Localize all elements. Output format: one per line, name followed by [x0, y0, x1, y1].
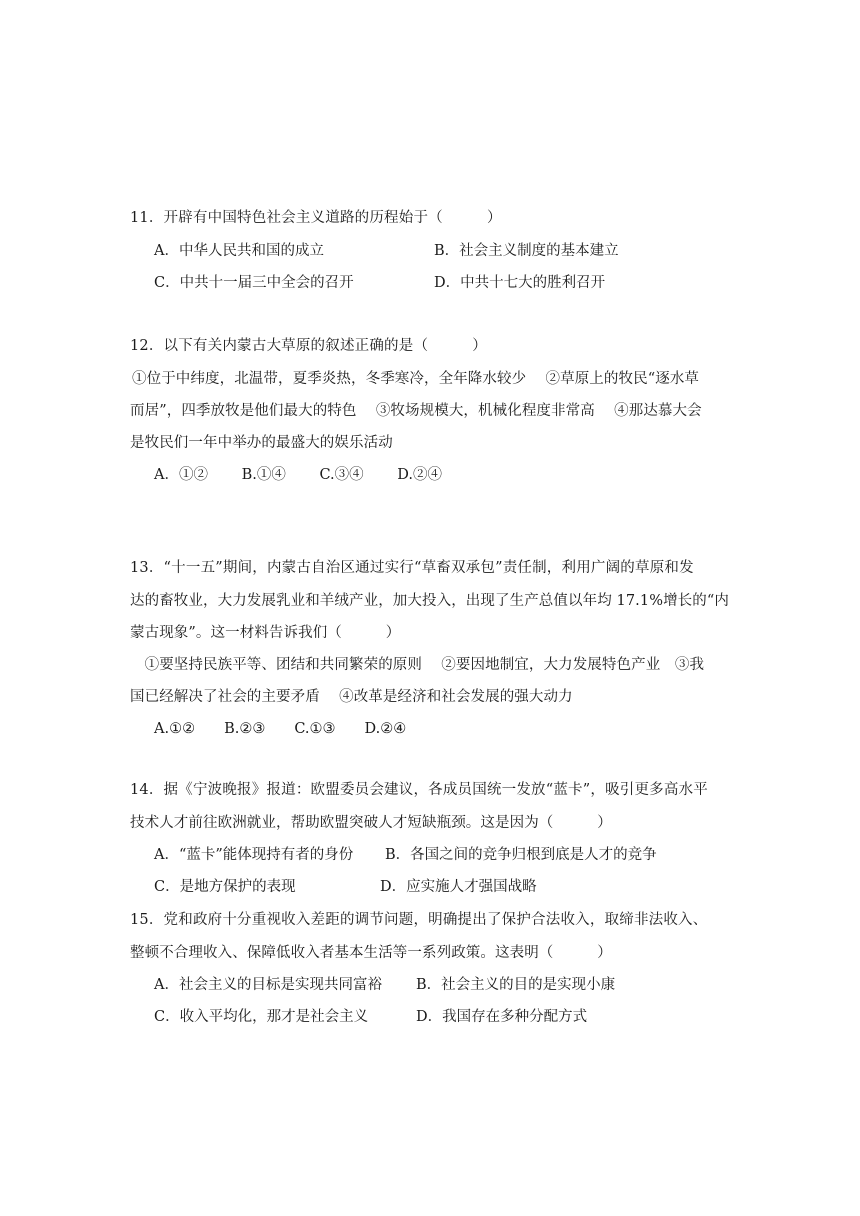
question-stem-line: 达的畜牧业，大力发展乳业和羊绒产业，加大投入，出现了生产总值以年均 17.1%增长的“内: [130, 593, 729, 609]
question-stem: 13．“十一五”期间，内蒙古自治区通过实行“草畜双承包”责任制，利用广阔的草原和发: [130, 560, 694, 576]
option-c: C．中共十一届三中全会的召开: [154, 275, 354, 291]
question-stem-line: 整顿不合理收入、保障低收入者基本生活等一系列政策。这表明（ ）: [130, 945, 612, 961]
question-stem-line: 技术人才前往欧洲就业，帮助欧盟突破人才短缺瓶颈。这是因为（ ）: [130, 815, 612, 831]
question-stem: 11．开辟有中国特色社会主义道路的历程始于（ ）: [130, 210, 502, 226]
option-c: C．是地方保护的表现: [154, 879, 296, 895]
option-d: D．应实施人才强国战略: [380, 879, 537, 895]
option-b: B．社会主义制度的基本建立: [434, 243, 619, 259]
option-b: B．社会主义的目的是实现小康: [416, 977, 616, 993]
option-a: A．“蓝卡”能体现持有者的身份: [154, 847, 354, 863]
question-material-line: ①位于中纬度，北温带，夏季炎热，冬季寒冷，全年降水较少 ②草原上的牧民“逐水草: [132, 371, 700, 387]
option-b: B．各国之间的竞争归根到底是人才的竞争: [385, 847, 657, 863]
question-material-line: ①要坚持民族平等、团结和共同繁荣的原则 ②要因地制宜，大力发展特色产业 ③我: [130, 657, 705, 673]
question-material-line: 国已经解决了社会的主要矛盾 ④改革是经济和社会发展的强大动力: [130, 689, 573, 705]
options-line: A.①② B.②③ C.①③ D.②④: [154, 721, 407, 737]
question-material-line: 而居”，四季放牧是他们最大的特色 ③牧场规模大，机械化程度非常高 ④那达慕大会: [130, 403, 702, 419]
question-stem-line: 蒙古现象”。这一材料告诉我们（ ）: [130, 625, 401, 641]
question-stem: 15．党和政府十分重视收入差距的调节问题，明确提出了保护合法收入，取缔非法收入、: [130, 912, 708, 928]
options-line: A．①② B.①④ C.③④ D.②④: [154, 467, 442, 483]
question-material-line: 是牧民们一年中举办的最盛大的娱乐活动: [130, 435, 393, 451]
option-d: D．我国存在多种分配方式: [416, 1009, 588, 1025]
option-c: C．收入平均化，那才是社会主义: [154, 1009, 369, 1025]
option-d: D．中共十七大的胜利召开: [434, 275, 606, 291]
question-stem: 14．据《宁波晚报》报道：欧盟委员会建议，各成员国统一发放“蓝卡”，吸引更多高水平: [130, 782, 708, 798]
option-a: A．社会主义的目标是实现共同富裕: [154, 977, 382, 993]
option-a: A．中华人民共和国的成立: [154, 243, 324, 259]
question-stem: 12．以下有关内蒙古大草原的叙述正确的是（ ）: [130, 338, 487, 354]
